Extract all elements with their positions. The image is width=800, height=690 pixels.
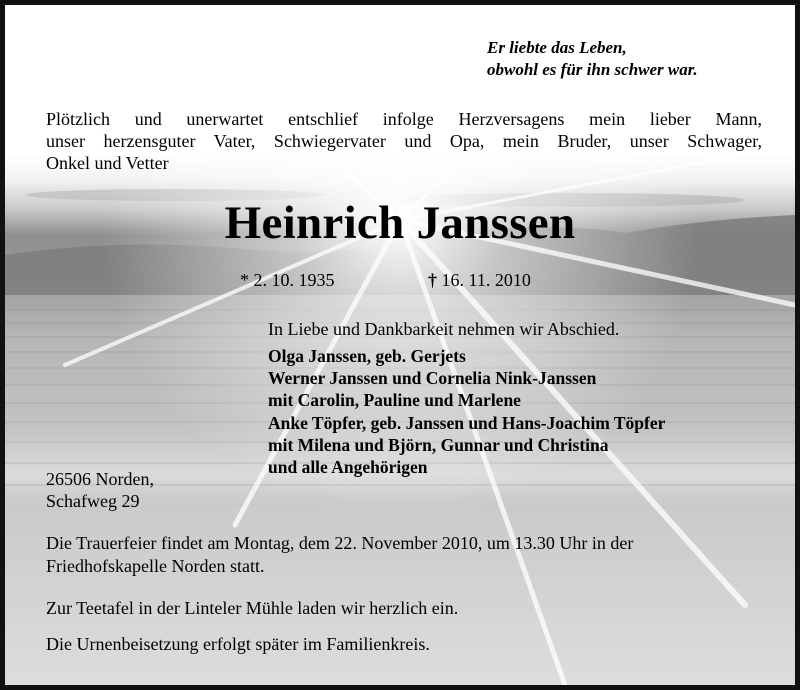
death-date: 16. 11. 2010 bbox=[441, 270, 531, 290]
intro-text bbox=[46, 108, 762, 174]
intro-line: unser herzensguter Vater, Schwiegervater und Opa, mein Bruder, unser Schwager, bbox=[46, 131, 762, 151]
funeral-info bbox=[46, 532, 762, 578]
farewell-line: In Liebe und Dankbarkeit nehmen wir Abschied. bbox=[268, 319, 620, 339]
deceased-name: Heinrich Janssen bbox=[224, 197, 576, 249]
mourner-line: mit Milena und Björn, Gunnar und Christina bbox=[268, 434, 609, 455]
mourner-line: Olga Janssen, geb. Gerjets bbox=[268, 346, 466, 366]
cross-icon: † bbox=[428, 270, 437, 290]
funeral-line: Die Trauerfeier findet am Montag, dem 22. November 2010, um 13.30 Uhr in der bbox=[46, 533, 634, 553]
address-line: 26506 Norden, bbox=[46, 469, 154, 489]
funeral-line: Friedhofskapelle Norden statt. bbox=[46, 556, 265, 576]
tea-invitation: Zur Teetafel in der Linteler Mühle laden wir herzlich ein. bbox=[46, 598, 459, 618]
mourner-line: Anke Töpfer, geb. Janssen und Hans-Joachim Töpfer bbox=[268, 412, 666, 433]
mourner-line: mit Carolin, Pauline und Marlene bbox=[268, 390, 521, 411]
mourners-list bbox=[268, 345, 665, 478]
address-line: Schafweg 29 bbox=[46, 491, 140, 511]
death-date-line bbox=[428, 269, 531, 291]
address bbox=[46, 468, 154, 512]
intro-line: Onkel und Vetter bbox=[46, 153, 169, 173]
mourner-line: Werner Janssen und Cornelia Nink-Janssen bbox=[268, 368, 597, 389]
birth-date: * 2. 10. 1935 bbox=[240, 270, 335, 290]
urn-burial-info: Die Urnenbeisetzung erfolgt später im Familienkreis. bbox=[46, 634, 430, 654]
motto bbox=[487, 37, 698, 81]
motto-line: obwohl es für ihn schwer war. bbox=[487, 60, 698, 79]
motto-line: Er liebte das Leben, bbox=[487, 38, 627, 57]
intro-line: Plötzlich und unerwartet entschlief infolge Herzversagens mein lieber Mann, bbox=[46, 109, 762, 129]
mourner-line: und alle Angehörigen bbox=[268, 457, 428, 478]
